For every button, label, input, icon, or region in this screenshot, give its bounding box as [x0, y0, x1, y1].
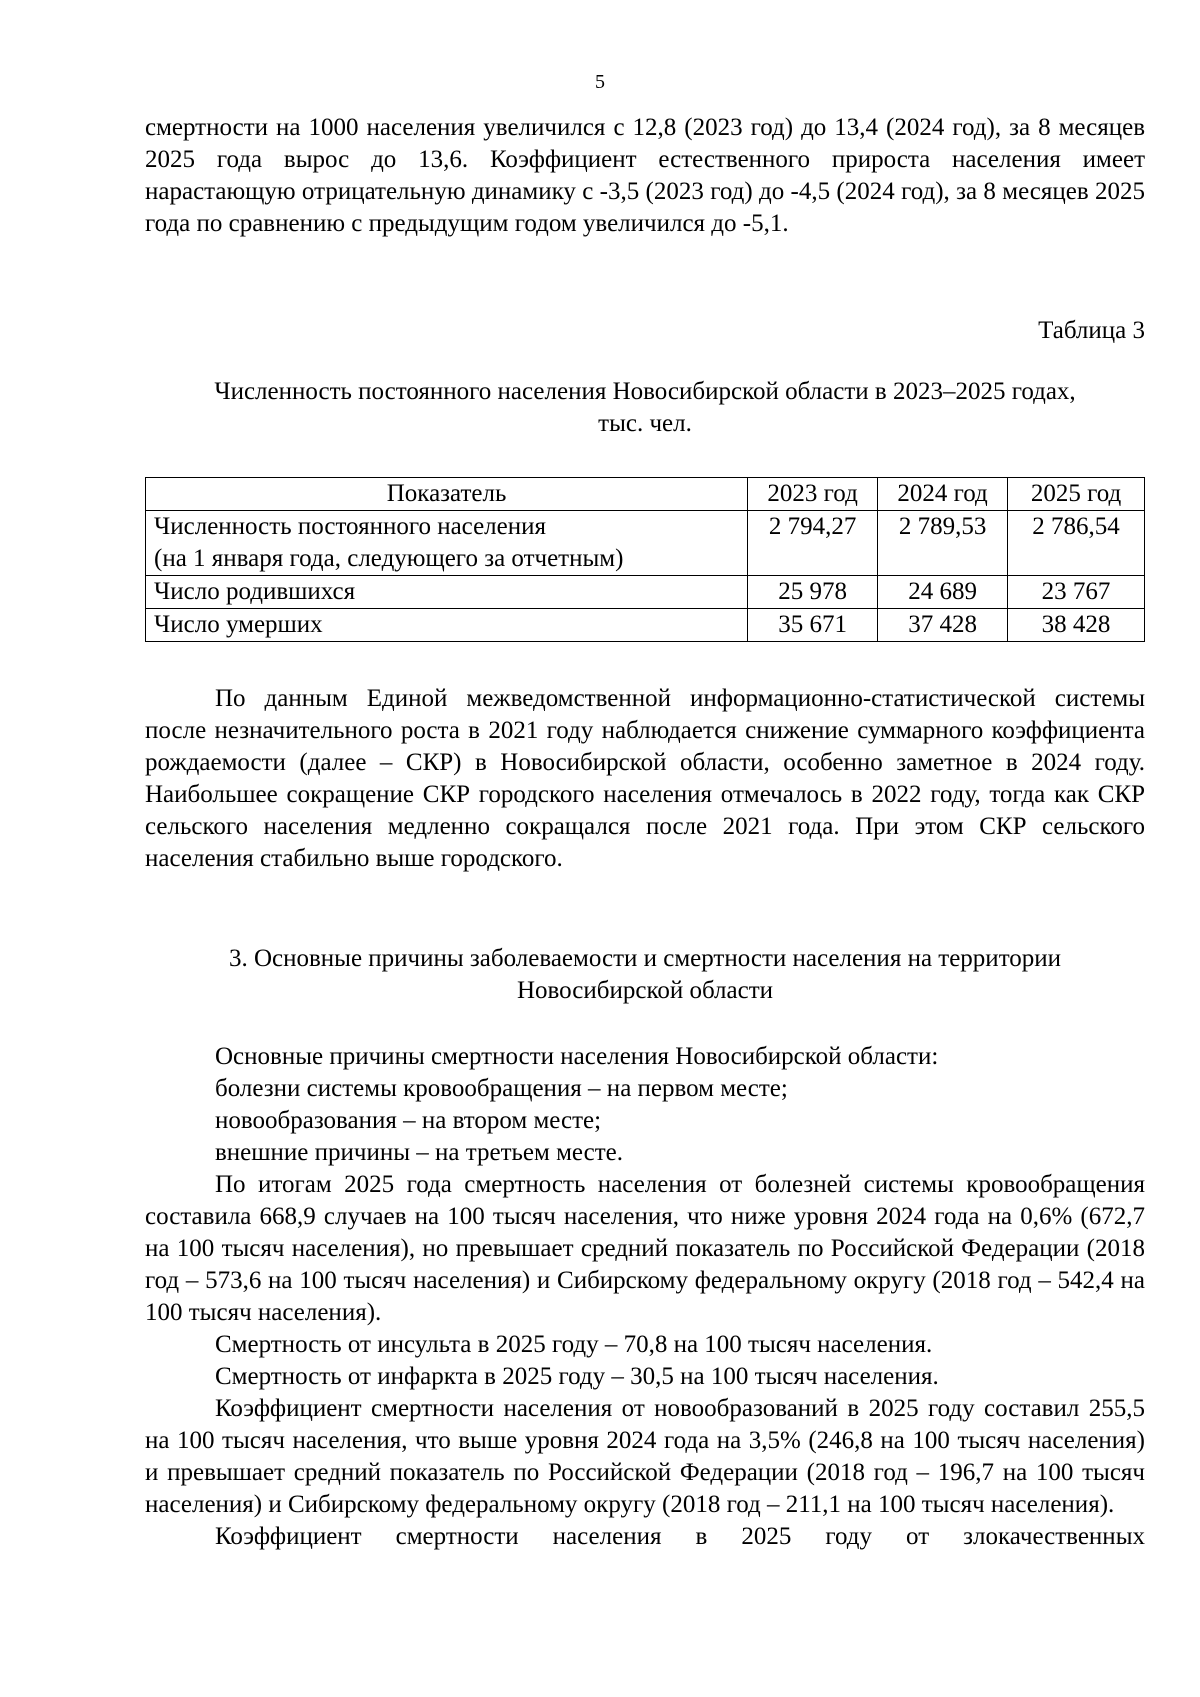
table-row-label: Число родившихся: [146, 576, 748, 609]
stroke-line: Смертность от инсульта в 2025 году – 70,8 на 100 тысяч населения.: [215, 1331, 933, 1358]
infarct-line: Смертность от инфаркта в 2025 году – 30,5 на 100 тысяч населения.: [215, 1363, 939, 1390]
population-table: [145, 477, 1145, 642]
table-title: [145, 376, 1145, 440]
neoplasms-paragraph: Коэффициент смертности населения от новообразований в 2025 году составил 255,5 на 100 тысяч населения, что выше уровня 2024 года на 3,5% (246,8 на 100 тысяч населения) и превышает средний показатель по Российской Федерации (2018 год – 196,7 на 100 тысяч населения) и Сибирскому федеральному округу (2018 год – 211,1 на 100 тысяч населения).: [145, 1395, 1145, 1518]
table-row-label-line: (на 1 января года, следующего за отчетным): [154, 545, 624, 572]
table-header-cell: 2023 год: [748, 478, 878, 511]
causes-block: [145, 1041, 1145, 1553]
table-cell: 2 794,27: [748, 511, 878, 576]
table-row-label: Число умерших: [146, 609, 748, 642]
cause-item: внешние причины – на третьем месте.: [215, 1139, 623, 1166]
table-header-cell: 2025 год: [1008, 478, 1145, 511]
table-cell: 25 978: [748, 576, 878, 609]
table-cell: 37 428: [878, 609, 1008, 642]
table-cell: 2 789,53: [878, 511, 1008, 576]
table-label-block: [145, 315, 1145, 347]
table-header-row: [146, 478, 1145, 511]
malignant-paragraph: Коэффициент смертности населения в 2025 году от злокачественных: [215, 1523, 1145, 1550]
table-row-label-line: Численность постоянного населения: [154, 513, 547, 540]
table-header-cell: Показатель: [146, 478, 748, 511]
table-cell: 2 786,54: [1008, 511, 1145, 576]
table-label: Таблица 3: [1038, 317, 1145, 344]
page-number: 5: [595, 71, 605, 93]
circulatory-paragraph: По итогам 2025 года смертность населения от болезней системы кровообращения составила 668,9 случаев на 100 тысяч населения, что ниже уровня 2024 года на 0,6% (672,7 на 100 тысяч населения), но превышает средний показатель по Российской Федерации (2018 год – 573,6 на 100 тысяч населения) и Сибирскому федеральному округу (2018 год – 542,4 на 100 тысяч населения).: [145, 1171, 1145, 1326]
causes-intro: Основные причины смертности населения Новосибирской области:: [215, 1043, 939, 1070]
table-row: [146, 576, 1145, 609]
table-row: [146, 511, 1145, 576]
skr-paragraph-block: [145, 683, 1145, 875]
cause-item: болезни системы кровообращения – на первом месте;: [215, 1075, 788, 1102]
table-row: [146, 609, 1145, 642]
intro-paragraph: смертности на 1000 населения увеличился с 12,8 (2023 год) до 13,4 (2024 год), за 8 месяцев 2025 года вырос до 13,6. Коэффициент естественного прироста населения имеет нарастающую отрицательную динамику с -3,5 (2023 год) до -4,5 (2024 год), за 8 месяцев 2025 года по сравнению с предыдущим годом увеличился до -5,1.: [145, 114, 1145, 237]
intro-paragraph-block: [145, 112, 1145, 240]
table-title-line2: тыс. чел.: [598, 410, 692, 437]
table-header-cell: 2024 год: [878, 478, 1008, 511]
table-title-line1: Численность постоянного населения Новосибирской области в 2023–2025 годах,: [214, 378, 1076, 405]
table-row-label: [146, 511, 748, 576]
table-cell: 35 671: [748, 609, 878, 642]
section-heading-line2: Новосибирской области: [516, 977, 774, 1004]
cause-item: новообразования – на втором месте;: [215, 1107, 602, 1134]
table-cell: 23 767: [1008, 576, 1145, 609]
skr-paragraph: По данным Единой межведомственной информационно-статистической системы после незначительного роста в 2021 году наблюдается снижение суммарного коэффициента рождаемости (далее – СКР) в Новосибирской области, особенно заметное в 2024 году. Наибольшее сокращение СКР городского населения отмечалось в 2022 году, тогда как СКР сельского населения медленно сокращался после 2021 года. При этом СКР сельского населения стабильно выше городского.: [145, 685, 1145, 872]
table-cell: 38 428: [1008, 609, 1145, 642]
section-heading: [145, 943, 1145, 1007]
section-heading-line1: 3. Основные причины заболеваемости и смертности населения на территории: [228, 945, 1062, 972]
table-cell: 24 689: [878, 576, 1008, 609]
